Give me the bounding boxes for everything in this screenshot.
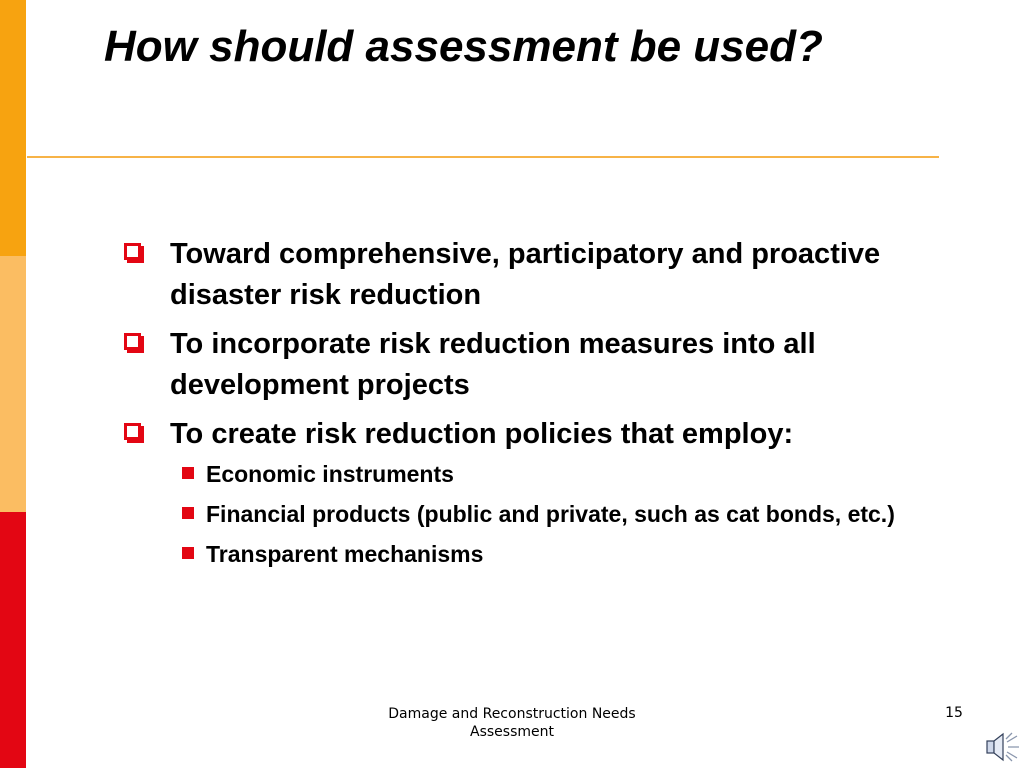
slide-content [124,234,924,577]
bullet-item [124,234,924,316]
slide-title: How should assessment be used? [104,22,823,71]
checkbox-bullet-icon [124,243,141,260]
sub-bullet-text: Financial products (public and private, such as cat bonds, etc.) [206,501,895,527]
square-bullet-icon [182,467,194,479]
bullet-text: Toward comprehensive, participatory and proactive disaster risk reduction [170,238,881,311]
sub-bullet-item [182,537,924,571]
checkbox-bullet-icon [124,333,141,350]
bullet-item [124,324,924,406]
page-number: 15 [945,705,963,721]
sub-bullet-item [182,457,924,491]
sub-bullet-text: Economic instruments [206,461,454,487]
sub-bullet-list [182,457,924,571]
bullet-text: To incorporate risk reduction measures into all development projects [170,328,816,401]
side-bar-middle [0,256,26,512]
side-bar-top [0,0,26,256]
title-divider [27,156,939,158]
bullet-item [124,414,924,455]
bullet-text: To create risk reduction policies that employ: [170,418,794,450]
square-bullet-icon [182,547,194,559]
footer-title: Damage and Reconstruction Needs Assessment [388,706,636,740]
sub-bullet-text: Transparent mechanisms [206,541,484,567]
side-bar-bottom [0,512,26,768]
square-bullet-icon [182,507,194,519]
speaker-icon[interactable] [984,730,1020,764]
checkbox-bullet-icon [124,423,141,440]
sub-bullet-item [182,497,924,531]
